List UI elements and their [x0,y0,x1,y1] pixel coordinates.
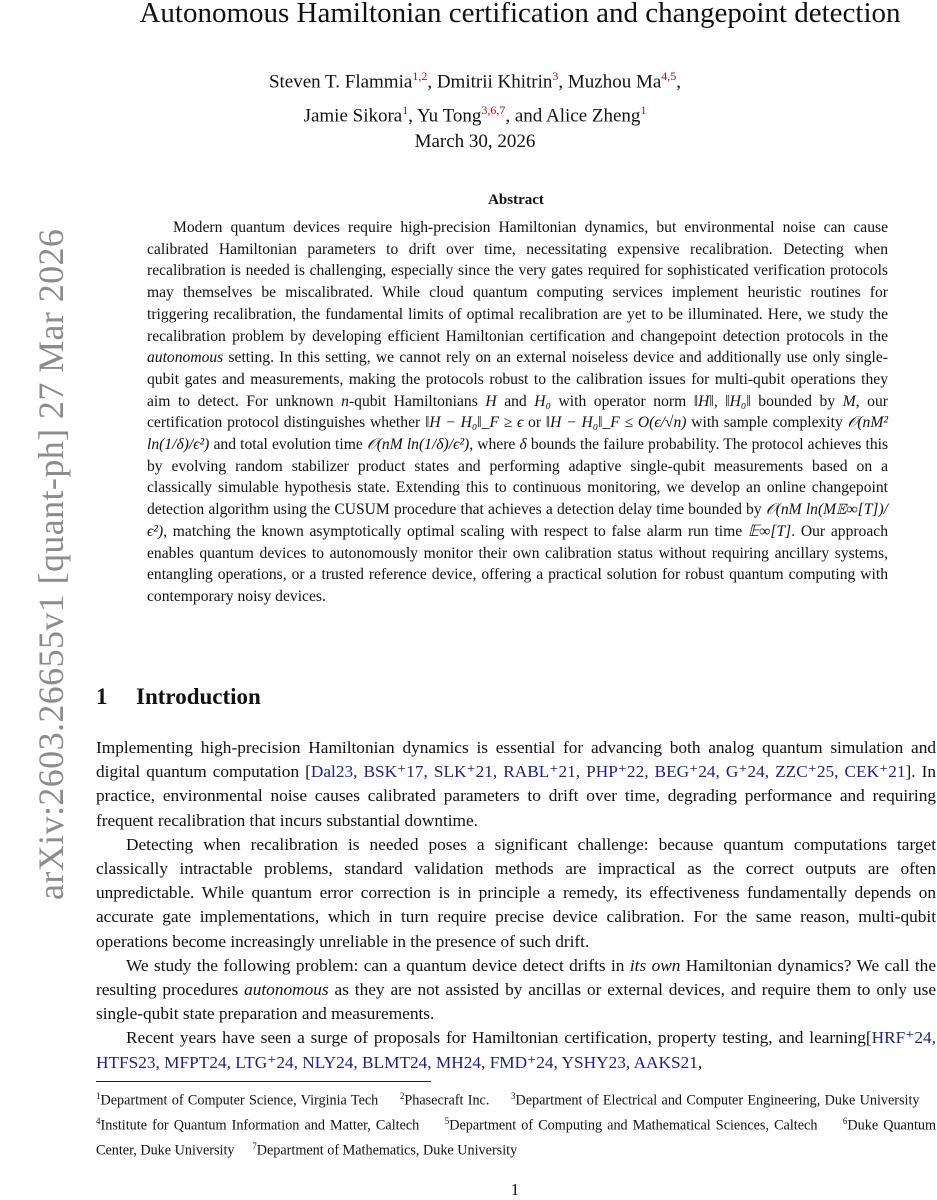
abstract-text: -qubit Hamiltonians [348,392,478,410]
author-name: and Alice Zheng [514,105,641,127]
abstract-text: and total evolution time [213,436,363,454]
arxiv-sidebar [12,0,71,1200]
paragraph-text: Hamiltonian dynamics? We call the resulting procedures [96,955,936,1000]
footnote-text: Institute for Quantum Information and Matter, Caltech [100,1117,420,1134]
footnote-marker: 3 [510,1091,516,1101]
math-inline: H [485,392,497,410]
affiliation-marker[interactable]: 1,2 [412,69,428,83]
abstract-text: . Our approach enables quantum devices to autonomously monitor their own calibration status without requiring ancillary systems, entangling operations, or a trusted reference device, offering a practical solution for robust quantum computing with contemporary noisy devices. [147,522,888,605]
abstract-text: bounds the failure probability. The protocol achieves this by evolving random stabilizer product states and performing adaptive single-qubit measurements based on a classically simulable hypothesis state. Extending this to continuous monitoring, we develop an online changepoint detection algorithm using the CUSUM procedure that achieves a detection delay time bounded by [147,436,889,519]
math-inline: ‖H‖, ‖H₀‖ [693,392,751,410]
footnote-text: Department of Computing and Mathematical Sciences, Caltech [449,1117,818,1134]
footnote-marker: 7 [252,1141,257,1152]
intro-body [96,736,936,1075]
abstract-text: , where [469,436,516,454]
publication-date: March 30, 2026 [414,131,536,152]
author-name: Jamie Sikora [303,105,403,127]
abstract-text: with sample complexity [691,414,843,432]
author-list: Steven T. Flammia$^{1,2}$, Dmitrii Khitrin$^3$, Muzhou Ma$^{4,5}$, Jamie Sikora$^1$, Yu Tong$^{3,6,7}$, and Alice Zheng$^1$ [268,69,682,127]
abstract-text: , our certification protocol distinguishes whether [147,392,888,432]
abstract-text: or [528,414,542,432]
paragraph-text: ]. In practice, environmental noise causes calibrated parameters to drift over time, degrading performance and requiring frequent recalibration that incurs substantial downtime. [96,762,936,830]
affiliation-marker[interactable]: 3,6,7 [481,103,506,118]
paragraph-text: Recent years have seen a surge of proposals for Hamiltonian certification, property testing, and learning[ [126,1028,872,1048]
section-heading [96,684,261,710]
abstract-text: Modern quantum devices require high-precision Hamiltonian dynamics, but environmental noise can cause calibrated Hamiltonian parameters to drift over time, necessitating expensive recalibration. Detecting when recalibration is needed is challenging, especially since the very gates required for sophisticated verification protocols may themselves be miscalibrated. While cloud quantum computing services implement heuristic routines for triggering recalibration, the fundamental limits of optimal recalibration are yet to be illuminated. Here, we study the recalibration problem by developing efficient Hamiltonian certification and changepoint detection protocols in the [147,219,888,345]
page-number: 1 [510,1180,520,1199]
author-name: Yu Tong [417,105,482,127]
paragraph-text: We study the following problem: can a quantum device detect drifts in [126,955,625,975]
abstract-text: setting. In this setting, we cannot rely on an external noiseless device and additionally use only single-qubit gates and measurements, making the protocols robust to the calibration issues for multi-qubit operations they aim to detect. For unknown [147,349,888,410]
paragraph-emphasis: autonomous [244,980,329,1000]
footnote-text: Department of Mathematics, Duke University [256,1143,518,1160]
citation-links[interactable]: Dal23, BSK⁺17, SLK⁺21, RABL⁺21, PHP⁺22, BEG⁺24, G⁺24, ZZC⁺25, CEK⁺21 [310,762,906,782]
footnote-text: Department of Electrical and Computer Engineering, Duke University [515,1092,920,1109]
math-inline: 𝒪(nM² ln(1/δ)/ϵ²) [147,414,888,454]
affiliation-marker[interactable]: 3 [552,69,559,83]
abstract-text: with operator norm [558,392,687,410]
footnote-marker: 2 [399,1091,405,1101]
math-inline: ‖H − H₀‖_F ≤ O(ϵ/√n) [545,414,687,432]
math-inline: δ [519,436,527,454]
math-inline: M [842,392,856,410]
abstract-body [147,217,888,608]
author-name: Muzhou Ma [567,71,662,93]
footnote-marker: 1 [96,1091,101,1101]
affiliation-marker[interactable]: 1 [402,103,409,118]
paragraph: Detecting when recalibration is needed poses a significant challenge: because quantum computations target classically intractable problems, standard validation methods are impractical as the correct outputs are often unpredictable. While quantum error correction is in principle a remedy, its effectiveness fundamentally depends on accurate gate implementations, which in turn require precise device calibration. For the same reason, multi-qubit operations become increasingly unreliable in the presence of such drift. [96,834,936,951]
paragraph-text: as they are not assisted by ancillas or external devices, and require them to only use single-qubit state preparation and measurements. [96,980,936,1024]
citation-links[interactable]: HRF⁺24, HTFS23, MFPT24, LTG⁺24, NLY24, BLMT24, MH24, FMD⁺24, YSHY23, AAKS21 [96,1028,936,1072]
paragraph-text: Implementing high-precision Hamiltonian dynamics is essential for advancing both analog quantum simulation and digital quantum computation [ [96,738,936,782]
footnote-rule [96,1081,431,1082]
footnote-text: Department of Computer Science, Virginia Tech [100,1092,379,1109]
abstract-text: , matching the known asymptotically optimal scaling with respect to false alarm run time [163,522,743,540]
footnote-text: Duke Quantum Center, Duke University [96,1117,937,1160]
affiliation-marker[interactable]: 1 [640,103,647,118]
affiliation-marker[interactable]: 4,5 [661,69,677,83]
arxiv-identifier[interactable]: arXiv:2603.26655v1 [quant-ph] 27 Mar 2026 [31,228,71,900]
footnote-marker: 4 [96,1116,101,1127]
math-inline: n [341,392,349,410]
affiliation-footnotes [96,1086,936,1162]
abstract-text: and [504,392,527,410]
paragraph [96,1026,936,1074]
paragraph-text: , [697,1052,703,1072]
abstract-text: bounded by [758,392,836,410]
section-number: 1 [96,684,108,709]
section-title: Introduction [136,684,261,709]
paper-title: Autonomous Hamiltonian certification and changepoint detection [139,0,901,29]
paragraph [96,954,936,1027]
author-name: Dmitrii Khitrin [436,71,553,93]
math-inline: H₀ [534,392,551,410]
footnote-marker: 6 [842,1116,848,1127]
math-inline: 𝒪(nM ln(1/δ)/ϵ²) [366,436,470,454]
abstract-emphasis: autonomous [147,349,224,367]
math-inline: 𝒪(nM ln(M𝔼∞[T])/ϵ²) [147,501,888,540]
paragraph [96,736,936,833]
math-inline: 𝔼∞[T] [747,522,792,540]
abstract-heading: Abstract [488,192,544,208]
math-inline: ‖H − H₀‖_F ≥ ϵ [424,414,524,432]
footnote-marker: 5 [444,1116,450,1127]
paragraph-emphasis: its own [629,955,681,975]
author-name: Steven T. Flammia [268,71,413,93]
footnote-text: Phasecraft Inc. [404,1092,490,1109]
